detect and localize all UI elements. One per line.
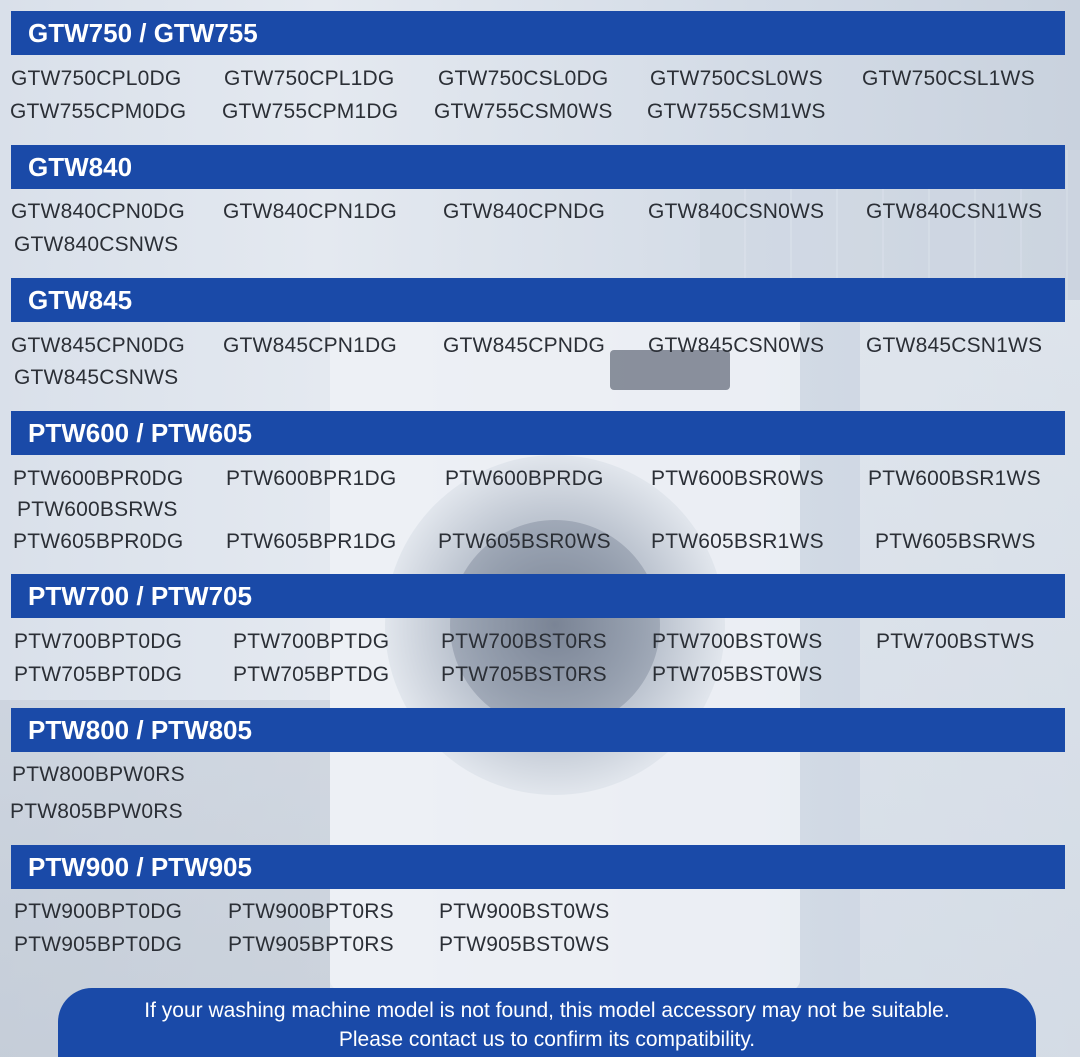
model-number: PTW600BPR1DG xyxy=(226,467,397,490)
model-number: PTW600BPRDG xyxy=(445,467,604,490)
model-number: PTW700BPT0DG xyxy=(14,630,183,653)
model-number: PTW800BPW0RS xyxy=(12,763,185,786)
model-number: PTW905BST0WS xyxy=(439,933,610,956)
model-number: GTW845CPN1DG xyxy=(223,334,397,357)
model-number: GTW840CPNDG xyxy=(443,200,606,223)
model-number: PTW605BPR0DG xyxy=(13,530,184,553)
model-number: GTW750CPL0DG xyxy=(11,67,182,90)
model-number: GTW845CSN0WS xyxy=(648,334,825,357)
model-number: GTW755CPM0DG xyxy=(10,100,187,123)
model-number: PTW805BPW0RS xyxy=(10,800,183,823)
model-number: PTW605BSRWS xyxy=(875,530,1036,553)
model-number: GTW750CSL0WS xyxy=(650,67,823,90)
section-header: PTW700 / PTW705 xyxy=(11,574,1065,618)
model-number: GTW845CPN0DG xyxy=(11,334,185,357)
model-number: PTW900BPT0DG xyxy=(14,900,183,923)
section-header: PTW900 / PTW905 xyxy=(11,845,1065,889)
section-header: GTW840 xyxy=(11,145,1065,189)
model-number: PTW705BST0WS xyxy=(652,663,823,686)
model-number: PTW900BPT0RS xyxy=(228,900,394,923)
model-number: PTW705BST0RS xyxy=(441,663,607,686)
footer-line-2: Please contact us to confirm its compatibility. xyxy=(338,1028,756,1051)
model-number: GTW845CSNWS xyxy=(14,366,179,389)
model-number: PTW600BSR1WS xyxy=(868,467,1041,490)
model-number: GTW755CSM0WS xyxy=(434,100,613,123)
section-header: PTW800 / PTW805 xyxy=(11,708,1065,752)
section-header: PTW600 / PTW605 xyxy=(11,411,1065,455)
model-number: GTW840CSNWS xyxy=(14,233,179,256)
model-number: GTW840CPN1DG xyxy=(223,200,397,223)
model-number: PTW705BPT0DG xyxy=(14,663,183,686)
model-number: GTW840CPN0DG xyxy=(11,200,185,223)
model-number: GTW750CSL1WS xyxy=(862,67,1035,90)
model-number: GTW750CPL1DG xyxy=(224,67,395,90)
model-number: GTW840CSN1WS xyxy=(866,200,1043,223)
model-number: PTW600BSR0WS xyxy=(651,467,824,490)
model-number: PTW605BSR1WS xyxy=(651,530,824,553)
model-number: PTW605BPR1DG xyxy=(226,530,397,553)
model-number: GTW755CSM1WS xyxy=(647,100,826,123)
model-number: PTW600BSRWS xyxy=(17,498,178,521)
model-number: GTW840CSN0WS xyxy=(648,200,825,223)
model-number: GTW750CSL0DG xyxy=(438,67,609,90)
model-number: PTW600BPR0DG xyxy=(13,467,184,490)
model-number: GTW845CSN1WS xyxy=(866,334,1043,357)
model-number: PTW700BST0WS xyxy=(652,630,823,653)
model-number: PTW700BSTWS xyxy=(876,630,1035,653)
model-number: PTW905BPT0RS xyxy=(228,933,394,956)
model-number: PTW700BPTDG xyxy=(233,630,390,653)
model-number: GTW755CPM1DG xyxy=(222,100,399,123)
model-number: PTW605BSR0WS xyxy=(438,530,611,553)
model-number: PTW900BST0WS xyxy=(439,900,610,923)
footer-line-1: If your washing machine model is not found, this model accessory may not be suitable. xyxy=(144,999,950,1022)
model-number: PTW700BST0RS xyxy=(441,630,607,653)
model-number: PTW705BPTDG xyxy=(233,663,390,686)
model-number: GTW845CPNDG xyxy=(443,334,606,357)
section-header: GTW845 xyxy=(11,278,1065,322)
section-header: GTW750 / GTW755 xyxy=(11,11,1065,55)
model-number: PTW905BPT0DG xyxy=(14,933,183,956)
